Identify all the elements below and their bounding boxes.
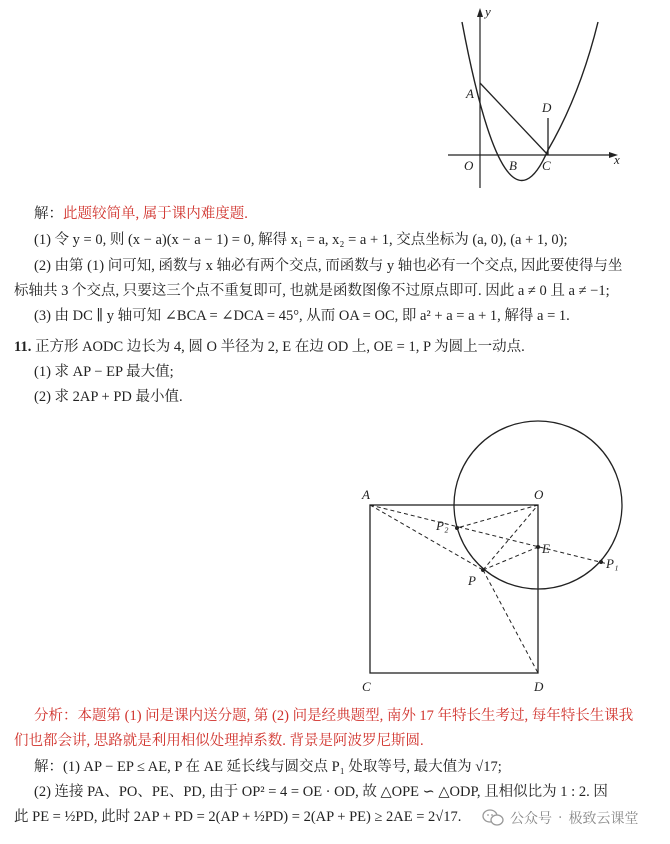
q10-part3: (3) 由 DC ∥ y 轴可知 ∠BCA = ∠DCA = 45°, 从而 OA = OC, 即 a² + a = a + 1, 解得 a = 1. [34, 308, 570, 324]
fig2-label-P2: P₂ [436, 518, 449, 533]
q11-ask2: (2) 求 2AP + PD 最小值. [34, 389, 183, 405]
fig2-label-D: D [534, 679, 544, 694]
fig2-label-E: E [542, 541, 550, 556]
q11-solution-part2-line2: 此 PE = ½PD, 此时 2AP + PD = 2(AP + ½PD) = 2(AP + PE) ≥ 2AE = 2√17. [14, 809, 462, 825]
q10-jie-label: 解： [34, 206, 63, 222]
q11-statement: 正方形 AODC 边长为 4, 圆 O 半径为 2, E 在边 OD 上, OE = 1, P 为圆上一动点. [34, 339, 525, 355]
fig1-label-B: B [509, 158, 517, 173]
fig1-label-D: D [542, 100, 552, 115]
q11-number: 11. [14, 339, 32, 355]
watermark-separator: · [558, 810, 563, 826]
q10-part2-line1: (2) 由第 (1) 问可知, 函数与 x 轴必有两个交点, 而函数与 y 轴也必有一个交点, 因此要使得与坐 [34, 258, 623, 274]
analysis-line2: 们也都会讲, 思路就是利用相似处理掉系数. 背景是阿波罗尼斯圆. [14, 733, 424, 749]
wechat-icon [482, 809, 504, 827]
fig2-label-P: P [468, 573, 476, 588]
fig2-label-P1: P₁ [606, 556, 619, 571]
fig1-label-x: x [614, 152, 620, 167]
q11-solution-part2-line1: (2) 连接 PA、PO、PE、PD, 由于 OP² = 4 = OE · OD, 故 △OPE ∽ △ODP, 且相似比为 1 : 2. 因 [34, 784, 608, 800]
square-circle-figure [340, 415, 630, 705]
q10-comment: 此题较简单, 属于课内难度题. [63, 206, 248, 222]
watermark-account: 公众号 [510, 811, 552, 827]
q10-part2-line2: 标轴共 3 个交点, 只要这三个点不重复即可, 也就是函数图像不过原点即可. 因此 a ≠ 0 且 a ≠ −1; [14, 283, 610, 299]
fig1-label-O: O [464, 158, 474, 173]
fig1-label-C: C [542, 158, 551, 173]
parabola-figure [440, 0, 630, 195]
q11-statement-line [14, 337, 525, 357]
q10-solution-header [34, 204, 248, 224]
fig2-label-A: A [362, 487, 370, 502]
fig1-label-A: A [466, 86, 474, 101]
watermark [482, 803, 668, 833]
q10-part1: (1) 令 y = 0, 则 (x − a)(x − a − 1) = 0, 解得 x₁ = a, x₂ = a + 1, 交点坐标为 (a, 0), (a + 1, 0); [34, 232, 568, 248]
fig2-label-O: O [534, 487, 544, 502]
analysis-line1: 分析：本题第 (1) 问是课内送分题, 第 (2) 问是经典题型, 南外 17 年特长生考过, 每年特长生课我 [34, 708, 634, 724]
watermark-name: 极致云课堂 [568, 811, 639, 827]
q11-solution-part1: 解：(1) AP − EP ≤ AE, P 在 AE 延长线与圆交点 P₁ 处取等号, 最大值为 √17; [34, 759, 502, 775]
fig2-label-C: C [362, 679, 371, 694]
fig1-label-y: y [485, 4, 491, 19]
q11-ask1: (1) 求 AP − EP 最大值; [34, 364, 174, 380]
